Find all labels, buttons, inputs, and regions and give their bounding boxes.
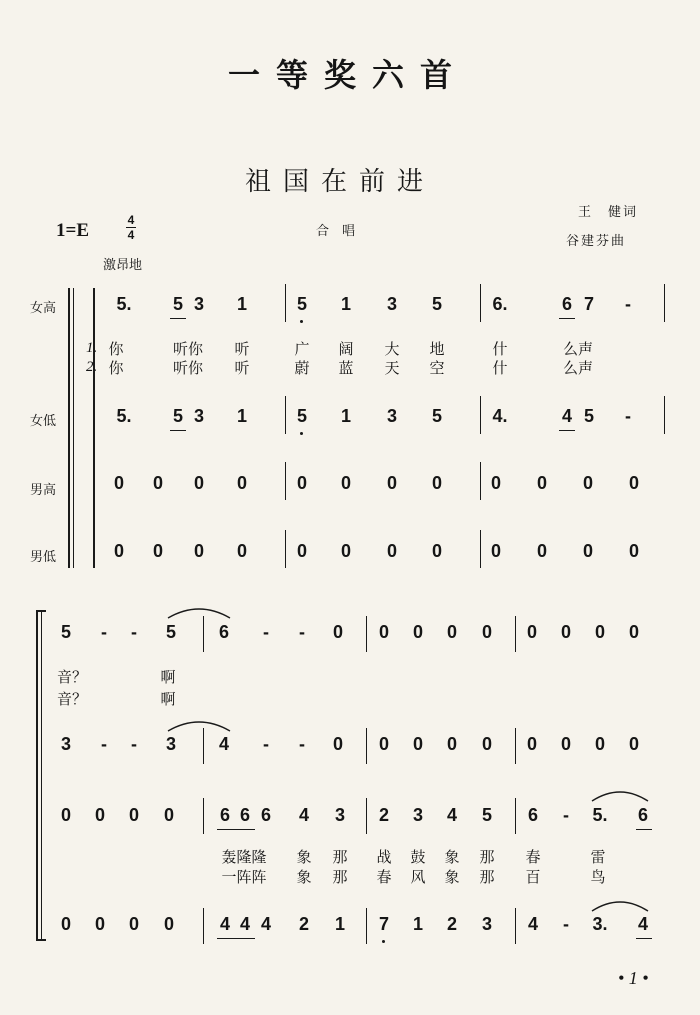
- note: 5: [172, 406, 183, 426]
- lyric: 什: [492, 340, 508, 358]
- note: 4: [218, 734, 229, 754]
- note: 1: [334, 914, 345, 934]
- lyric: 战: [376, 848, 392, 866]
- lyric: 听: [234, 359, 250, 377]
- note: 6: [637, 805, 648, 825]
- note: 0: [94, 805, 105, 825]
- time-signature-bottom: 4: [127, 228, 135, 242]
- lyric: 听你: [172, 340, 203, 358]
- note: 6.: [492, 294, 508, 314]
- lyric: 天: [384, 359, 400, 377]
- lyric: 春: [376, 868, 392, 886]
- lyric: 那: [479, 868, 495, 886]
- page-number: • 1 •: [618, 968, 649, 988]
- note: 4: [239, 914, 250, 934]
- note: 0: [628, 734, 639, 754]
- note: 6: [239, 805, 250, 825]
- lyric: 啊: [160, 668, 176, 686]
- note: 0: [128, 914, 139, 934]
- note: 4.: [492, 406, 508, 426]
- note: 5: [583, 406, 594, 426]
- note: 3: [193, 294, 204, 314]
- note: 0: [128, 805, 139, 825]
- note: 3: [481, 914, 492, 934]
- note: 0: [536, 473, 547, 493]
- part-label-alto: 女低: [30, 414, 57, 429]
- note: -: [299, 734, 305, 754]
- lyric: 你: [108, 340, 124, 358]
- note: 3: [334, 805, 345, 825]
- note: 0: [412, 622, 423, 642]
- note: 7: [378, 914, 389, 934]
- note: 0: [412, 734, 423, 754]
- note: 4: [298, 805, 309, 825]
- note: -: [625, 406, 631, 426]
- key-signature: 1=E: [56, 220, 89, 241]
- song-title: 祖国在前进: [245, 167, 436, 197]
- time-signature: [126, 214, 136, 241]
- note: 4: [637, 914, 648, 934]
- note: 4: [219, 914, 230, 934]
- lyricist-credit: 王 健词: [578, 205, 639, 220]
- note: 5: [60, 622, 71, 642]
- note: 0: [60, 914, 71, 934]
- note: 1: [236, 294, 247, 314]
- note: 0: [490, 541, 501, 561]
- note: 3.: [592, 914, 608, 934]
- note: -: [563, 805, 569, 825]
- lyric: 春: [525, 848, 541, 866]
- note: 0: [163, 805, 174, 825]
- lyric: 蔚: [294, 359, 310, 377]
- lyric: 那: [332, 868, 348, 886]
- note: 5.: [116, 294, 132, 314]
- note: 2: [378, 805, 389, 825]
- note: 5.: [116, 406, 132, 426]
- note: 3: [412, 805, 423, 825]
- note: 0: [526, 622, 537, 642]
- note: -: [263, 622, 269, 642]
- composer-credit: 谷建芬曲: [566, 234, 627, 249]
- note: 0: [60, 805, 71, 825]
- note: 0: [560, 734, 571, 754]
- note: 0: [481, 734, 492, 754]
- note: 4: [446, 805, 457, 825]
- note: 0: [296, 473, 307, 493]
- lyric: 那: [332, 848, 348, 866]
- note: 0: [236, 473, 247, 493]
- note: 0: [378, 734, 389, 754]
- lyric: 百: [525, 868, 541, 886]
- note: 0: [481, 622, 492, 642]
- note: 0: [536, 541, 547, 561]
- note: 0: [163, 914, 174, 934]
- note: 0: [193, 541, 204, 561]
- note: 5: [296, 294, 307, 314]
- note: 0: [386, 541, 397, 561]
- note: -: [131, 734, 137, 754]
- note: 1: [340, 294, 351, 314]
- note: 7: [583, 294, 594, 314]
- lyric: 么声: [562, 340, 593, 358]
- note: 0: [193, 473, 204, 493]
- lyric: 么声: [562, 359, 593, 377]
- note: 6: [527, 805, 538, 825]
- note: 3: [165, 734, 176, 754]
- lyric: 一阵阵: [221, 868, 267, 886]
- note: 1: [412, 914, 423, 934]
- note: 1: [340, 406, 351, 426]
- lyric: 什: [492, 359, 508, 377]
- note: 3: [193, 406, 204, 426]
- note: 5.: [592, 805, 608, 825]
- note: 0: [113, 473, 124, 493]
- note: 0: [582, 473, 593, 493]
- lyric: 广: [294, 340, 310, 358]
- note: 2: [446, 914, 457, 934]
- note: 0: [431, 541, 442, 561]
- form-label: 合 唱: [316, 224, 356, 239]
- verse-number: 1.: [86, 340, 98, 356]
- page-title: 一等奖六首: [228, 56, 469, 94]
- lyric: 象: [444, 848, 460, 866]
- part-label-bass: 男低: [30, 550, 57, 565]
- note: 1: [236, 406, 247, 426]
- lyric: 象: [296, 848, 312, 866]
- note: 4: [561, 406, 572, 426]
- note: -: [625, 294, 631, 314]
- note: 5: [165, 622, 176, 642]
- lyric: 音？: [56, 668, 87, 686]
- lyric: 雷: [590, 848, 606, 866]
- note: 5: [431, 294, 442, 314]
- note: 6: [218, 622, 229, 642]
- lyric: 象: [296, 868, 312, 886]
- lyric: 听你: [172, 359, 203, 377]
- note: -: [101, 734, 107, 754]
- note: -: [101, 622, 107, 642]
- lyric: 音？: [56, 690, 87, 708]
- note: 0: [594, 734, 605, 754]
- note: 0: [628, 541, 639, 561]
- note: -: [263, 734, 269, 754]
- part-label-soprano: 女高: [30, 301, 57, 316]
- lyric: 地: [429, 340, 445, 358]
- note: 5: [431, 406, 442, 426]
- note: 0: [431, 473, 442, 493]
- note: 0: [332, 622, 343, 642]
- note: 3: [60, 734, 71, 754]
- note: 0: [296, 541, 307, 561]
- note: 3: [386, 406, 397, 426]
- note: 5: [296, 406, 307, 426]
- lyric: 鼓: [410, 848, 426, 866]
- note: 0: [152, 541, 163, 561]
- note: -: [563, 914, 569, 934]
- note: 6: [260, 805, 271, 825]
- note: 0: [236, 541, 247, 561]
- note: 0: [386, 473, 397, 493]
- lyric: 蓝: [338, 359, 354, 377]
- note: 0: [594, 622, 605, 642]
- lyric: 那: [479, 848, 495, 866]
- note: 0: [628, 622, 639, 642]
- part-label-tenor: 男高: [30, 483, 57, 498]
- note: 0: [446, 622, 457, 642]
- note: 0: [378, 622, 389, 642]
- time-signature-top: 4: [127, 213, 135, 227]
- note: 0: [490, 473, 501, 493]
- note: 4: [260, 914, 271, 934]
- lyric: 象: [444, 868, 460, 886]
- note: 0: [332, 734, 343, 754]
- note: 4: [527, 914, 538, 934]
- note: 3: [386, 294, 397, 314]
- note: 0: [560, 622, 571, 642]
- note: 6: [219, 805, 230, 825]
- lyric: 阔: [338, 340, 354, 358]
- note: 0: [582, 541, 593, 561]
- note: 0: [526, 734, 537, 754]
- note: 0: [113, 541, 124, 561]
- lyric: 啊: [160, 690, 176, 708]
- note: 5: [172, 294, 183, 314]
- note: 0: [94, 914, 105, 934]
- note: -: [299, 622, 305, 642]
- note: 0: [340, 473, 351, 493]
- note: 5: [481, 805, 492, 825]
- lyric: 空: [429, 359, 445, 377]
- lyric: 你: [108, 359, 124, 377]
- note: 0: [152, 473, 163, 493]
- lyric: 轰隆隆: [221, 848, 267, 866]
- note: 2: [298, 914, 309, 934]
- note: 0: [446, 734, 457, 754]
- note: 0: [628, 473, 639, 493]
- tempo-marking: 激昂地: [103, 258, 143, 273]
- lyric: 鸟: [590, 868, 606, 886]
- note: -: [131, 622, 137, 642]
- lyric: 风: [410, 868, 426, 886]
- lyric: 大: [384, 340, 400, 358]
- note: 6: [561, 294, 572, 314]
- note: 0: [340, 541, 351, 561]
- lyric: 听: [234, 340, 250, 358]
- verse-number: 2.: [86, 359, 98, 375]
